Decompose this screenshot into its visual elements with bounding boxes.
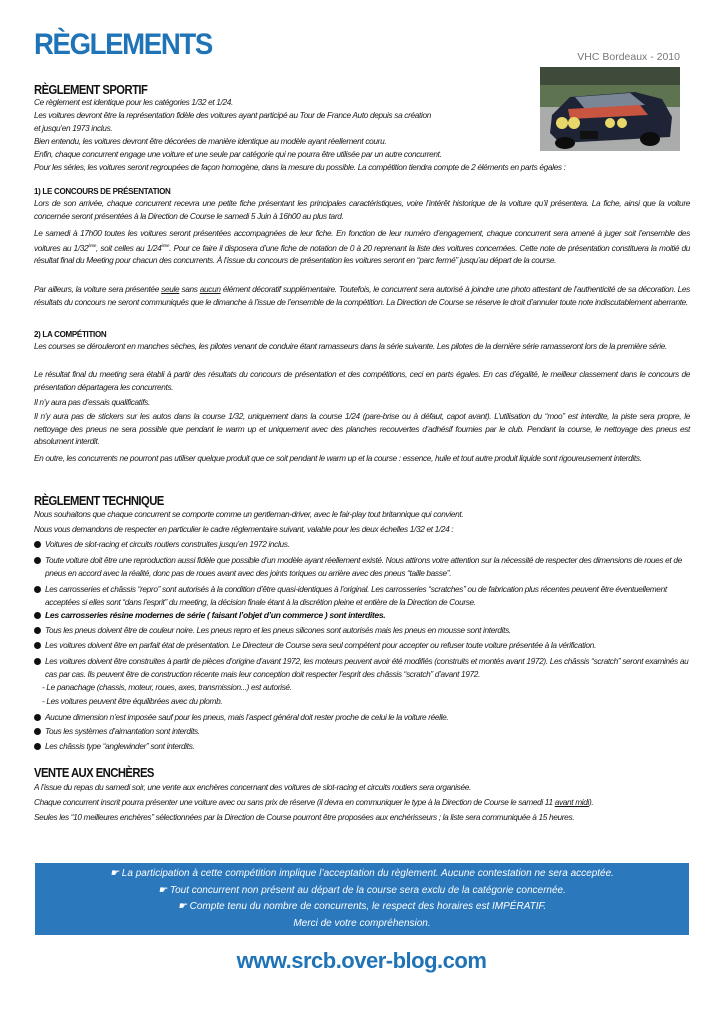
competition-paragraph: Il n’y aura pas de stickers sur les autos dans la course 1/32, uniquement dans la course 1/24 (pare-brise ou à défaut, capot avant). L’utilisation du “moo” est interdite, la piste sera propre, le nettoyage des pneus ne sera possible que pendant le warm up et uniquement avec des planches recouvertes d’adhésif fournies par le club. Pendant la course, le nettoyage des pneus est absolument interdit. <box>34 411 690 447</box>
bullet-text: Aucune dimension n’est imposée sauf pour les pneus, mais l’aspect général doit rester proche de celui le la voiture réelle. <box>45 712 449 722</box>
bullet-icon <box>34 743 41 750</box>
bullet-icon <box>34 658 41 665</box>
notice-closing: Merci de votre compréhension. <box>293 917 431 929</box>
bullet-icon <box>34 612 41 619</box>
website-link[interactable]: www.srcb.over-blog.com <box>236 948 487 973</box>
notice-line <box>35 866 689 883</box>
bullet-icon <box>34 714 41 721</box>
technique-bullet <box>34 583 694 608</box>
subsection-heading-competition: 2) LA COMPÉTITION <box>34 330 107 339</box>
pointing-hand-icon: ☛ <box>110 868 120 879</box>
bullet-text: Tous les systèmes d’aimantation sont interdits. <box>45 726 200 736</box>
bullet-icon <box>34 728 41 735</box>
technique-bullet <box>34 655 694 680</box>
bullet-icon <box>34 586 41 593</box>
text-run: élément décoratif supplémentaire. Toutefois, le concurrent sera autorisé à joindre une photo attestant de l’authenticité de sa décoration. Les résultats du concours ne seront communiqués que le dimanche à l’issue de l’ensemble de la compétition. La Direction de Course se réserve le droit d’annuler toute note indiscutablement aberrante. <box>34 284 690 307</box>
technique-dash-item: - Les voitures peuvent être équilibrées avec du plomb. <box>42 696 223 706</box>
sportif-line: Les voitures devront être la représentation fidèle des voitures ayant participé au Tour de France Auto depuis sa création <box>34 110 432 120</box>
rally-car-photo-icon <box>540 67 680 151</box>
competition-paragraph: Le résultat final du meeting sera établi à partir des résultats du concours de présentation et des compétitions, ceci en parts égales. En cas d’égalité, le meilleur classement dans le concours de présentation départagera les concurrents. <box>34 369 690 392</box>
sportif-line: et jusqu’en 1973 inclus. <box>34 123 113 133</box>
text-run: ). <box>589 797 594 807</box>
bullet-text: Les voitures doivent être en parfait état de présentation. Le Directeur de Course sera seul compétent pour accepter ou refuser toute voiture présentée à la vérification. <box>45 640 597 650</box>
section-heading-technique: RÈGLEMENT TECHNIQUE <box>34 494 164 508</box>
event-label: VHC Bordeaux - 2010 <box>577 51 680 63</box>
competition-paragraph: En outre, les concurrents ne pourront pas utiliser quelque produit que ce soit pendant le warm up et la course : essence, huile et tout autre produit liquide sont rigoureusement interdits. <box>34 453 642 463</box>
sportif-line: Ce règlement est identique pour les catégories 1/32 et 1/24. <box>34 97 234 107</box>
technique-bullet-bold <box>34 609 694 622</box>
notice-line <box>35 899 689 916</box>
vente-line: Seules les “10 meilleures enchères” sélectionnées par la Direction de Course pourront être proposées aux enchérisseurs ; la liste sera communiquée à 15 heures. <box>34 812 575 822</box>
technique-bullet <box>34 639 694 652</box>
bullet-text: Les carrosseries résine modernes de série ( faisant l’objet d’un commerce ) sont interdites. <box>45 610 386 620</box>
superscript: ème <box>161 242 170 248</box>
bullet-text: Tous les pneus doivent être de couleur noire. Les pneus repro et les pneus silicones sont autorisés mais les pneus en mousse sont interdits. <box>45 625 511 635</box>
technique-bullet <box>34 711 694 724</box>
bullet-icon <box>34 557 41 564</box>
sportif-line: Enfin, chaque concurrent engage une voiture et une seule par catégorie qui ne pourra être utilisée par un autre concurrent. <box>34 149 442 159</box>
underlined-text: aucun <box>199 284 221 294</box>
bullet-text: Voitures de slot-racing et circuits routiers construites jusqu’en 1972 inclus. <box>45 539 290 549</box>
underlined-text: avant midi <box>554 797 590 807</box>
technique-bullet <box>34 725 694 738</box>
text-run: sans <box>179 284 200 294</box>
pointing-hand-icon: ☛ <box>158 884 168 896</box>
page-title: RÈGLEMENTS <box>34 28 212 61</box>
text-run: Par ailleurs, la voiture sera présentée <box>34 284 162 294</box>
competition-paragraph: Il n’y aura pas d’essais qualificatifs. <box>34 397 150 407</box>
bullet-icon <box>34 541 41 548</box>
bullet-icon <box>34 642 41 649</box>
notice-text: La participation à cette compétition implique l’acceptation du règlement. Aucune contestation ne sera acceptée. <box>121 868 614 879</box>
superscript: ème <box>88 242 97 248</box>
bullet-text: Toute voiture doit être une reproduction aussi fidèle que possible d’un modèle ayant réellement existé. Nous attirons votre attention sur la nécessité de respecter des dimensions de roues et de pneus en accord avec la réalité, donc pas de roues avant avec des joints toriques ou arrière avec des pneus “taille basse”. <box>45 555 682 578</box>
technique-bullet <box>34 554 694 579</box>
notice-line <box>35 883 689 900</box>
concours-paragraph: Lors de son arrivée, chaque concurrent recevra une petite fiche présentant les principales caractéristiques, voire l’intérêt historique de la voiture qu’il présentera. La fiche, ainsi que la voiture concernée seront présentées à la Direction de Course le samedi 5 Juin à 16h00 au plus tard. <box>34 198 690 221</box>
text-run: Chaque concurrent inscrit pourra présenter une voiture avec ou sans prix de réserve (il devra en communiquer le type à la Direction de Course le samedi 11 <box>34 797 555 807</box>
vente-line <box>34 796 593 809</box>
rally-car-photo <box>540 67 680 151</box>
bullet-icon <box>34 627 41 634</box>
competition-paragraph: Les courses se dérouleront en manches sèches, les pilotes venant de conduire étant ramasseurs dans la série suivante. Les pilotes de la dernière série ramasseront lors de la première série. <box>34 341 668 351</box>
technique-bullet <box>34 538 694 551</box>
notice-text: Tout concurrent non présent au départ de la course sera exclu de la catégorie concernée. <box>169 884 566 896</box>
concours-paragraph <box>34 227 690 267</box>
technique-bullet <box>34 740 694 753</box>
technique-bullet <box>34 624 694 637</box>
technique-intro: Nous souhaitons que chaque concurrent se comporte comme un gentleman-driver, avec le fair-play tout britannique qui convient. <box>34 509 464 519</box>
concours-paragraph <box>34 283 690 308</box>
pointing-hand-icon: ☛ <box>177 901 187 912</box>
underlined-text: seule <box>161 284 180 294</box>
text-run: , soit celles au 1/24 <box>96 242 162 253</box>
bullet-text: Les carrosseries et châssis “repro” sont autorisés à la condition d’être quasi-identiques à l’original. Les carrosseries “scratches” ou de fabrication plus récentes peuvent être éventuellement acceptées si elles sont “dans l’esprit” du meeting, la décision finale étant à la discrétion pleine et entière de la Direction de Course. <box>45 584 667 607</box>
notice-box <box>35 863 689 935</box>
bullet-text: Les voitures doivent être construites à partir de pièces d’origine d’avant 1972, les moteurs peuvent avoir été modifiés (construits et montés avant 1972). Les châssis “scratch” seront examinés au cas par cas. Ils peuvent être de construction récente mais leur conception doit respecter l’esprit des châssis “scratch” d’avant 1972. <box>45 656 689 679</box>
sportif-line: Pour les séries, les voitures seront regroupées de façon homogène, dans la mesure du possible. La compétition tiendra compte de 2 éléments en parts égales : <box>34 162 566 172</box>
text-run: . Pour ce faire il disposera d’une fiche de notation de 0 à 20 reprenant la liste des voitures concernées. Cette note de présentation constituera la moitié du résultat final du Meeting pour chacun des concurrents. À l’issue du concours de présentation les voitures seront en “parc fermé” jusqu’au départ de la course. <box>34 242 690 266</box>
bullet-text: Les châssis type “anglewinder” sont interdits. <box>45 741 195 751</box>
technique-dash-item: - Le panachage (chassis, moteur, roues, axes, transmission...) est autorisé. <box>42 682 292 692</box>
text-run: Le samedi à 17h00 toutes les voitures seront présentées accompagnées de leur fiche. En fonction de leur numéro d’engagement, chaque concurrent sera amené à juger soit l’ensemble des voitures au 1/32 <box>34 228 690 253</box>
vente-line: A l’issue du repas du samedi soir, une vente aux enchères concernant des voitures de slot-racing et circuits routiers sera organisée. <box>34 782 471 792</box>
notice-text: Compte tenu du nombre de concurrents, le respect des horaires est IMPÉRATIF. <box>189 901 547 912</box>
subsection-heading-concours: 1) LE CONCOURS DE PRÉSENTATION <box>34 187 171 196</box>
section-heading-vente: VENTE AUX ENCHÈRES <box>34 766 154 780</box>
technique-intro: Nous vous demandons de respecter en particulier le cadre réglementaire suivant, valable pour les deux échelles 1/32 et 1/24 : <box>34 524 454 534</box>
sportif-line: Bien entendu, les voitures devront être décorées de manière identique au modèle ayant réellement couru. <box>34 136 387 146</box>
section-heading-sportif: RÈGLEMENT SPORTIF <box>34 83 148 97</box>
